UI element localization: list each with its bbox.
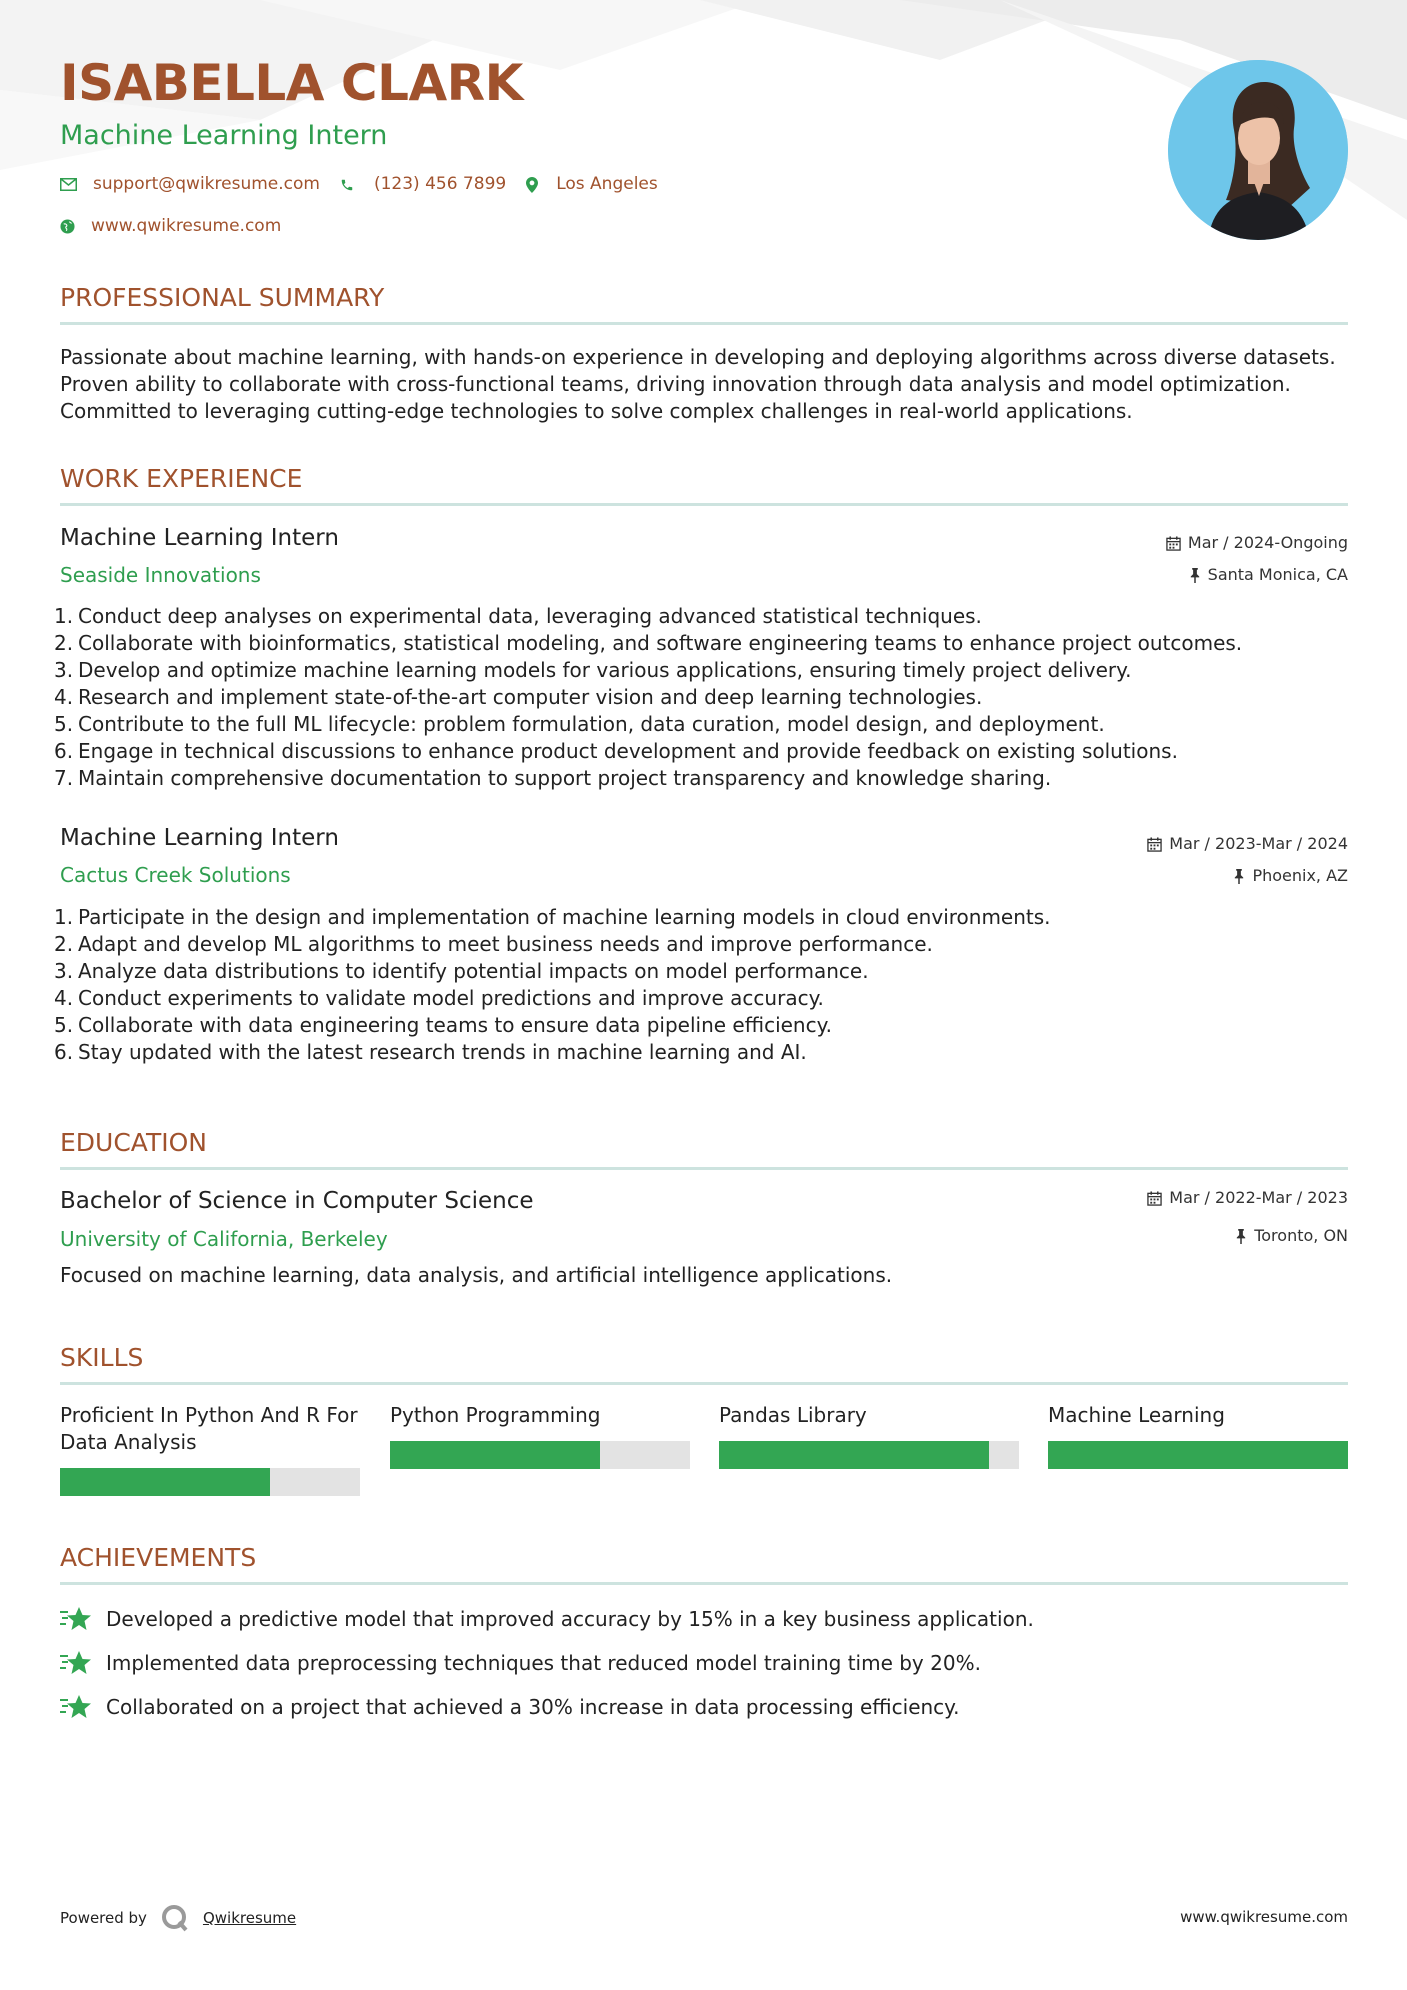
list-item-text: Research and implement state-of-the-art computer vision and deep learning technologies. <box>78 685 983 709</box>
list-item <box>54 684 1348 711</box>
job-dates <box>1166 535 1348 551</box>
education-degree: Bachelor of Science in Computer Science <box>60 1188 534 1214</box>
list-item <box>54 765 1348 792</box>
skill-bar-fill <box>390 1441 600 1469</box>
section-divider <box>60 503 1348 506</box>
job-dates-text: Mar / 2023-Mar / 2024 <box>1169 834 1348 853</box>
summary-section-header <box>60 285 1348 325</box>
list-item-number: 4. <box>54 986 74 1010</box>
section-divider <box>60 1582 1348 1585</box>
list-item <box>54 1012 1348 1039</box>
profile-photo <box>1168 60 1348 240</box>
list-item-text: Adapt and develop ML algorithms to meet business needs and improve performance. <box>78 932 933 956</box>
list-item-text: Develop and optimize machine learning models for various applications, ensuring timely project delivery. <box>78 658 1132 682</box>
candidate-title: Machine Learning Intern <box>60 120 388 151</box>
list-item-number: 2. <box>54 631 74 655</box>
achievement-item <box>60 1650 981 1676</box>
education-dates <box>1147 1190 1348 1206</box>
list-item-text: Analyze data distributions to identify potential impacts on model performance. <box>78 959 869 983</box>
job-location-text: Santa Monica, CA <box>1207 565 1348 584</box>
skill-bar-fill <box>60 1468 270 1496</box>
section-divider <box>60 1382 1348 1385</box>
achievement-item <box>60 1694 960 1720</box>
list-item-number: 1. <box>54 905 74 929</box>
job-location <box>1189 567 1348 583</box>
footer-website[interactable]: www.qwikresume.com <box>1180 1908 1348 1926</box>
skill-item <box>719 1402 1019 1429</box>
job-company: Cactus Creek Solutions <box>60 863 291 887</box>
pushpin-icon <box>1189 568 1201 583</box>
list-item-text: Maintain comprehensive documentation to support project transparency and knowledge sharing. <box>78 766 1052 790</box>
job-duties-list <box>54 904 1348 1066</box>
list-item <box>54 603 1348 630</box>
list-item-number: 6. <box>54 1040 74 1064</box>
list-item-number: 4. <box>54 685 74 709</box>
summary-heading: PROFESSIONAL SUMMARY <box>60 283 385 312</box>
list-item <box>54 904 1348 931</box>
list-item <box>54 711 1348 738</box>
powered-by-text: Powered by <box>60 1909 147 1927</box>
list-item <box>54 985 1348 1012</box>
pushpin-icon <box>1235 1229 1247 1244</box>
list-item-number: 5. <box>54 1013 74 1037</box>
portrait-image <box>1168 60 1348 240</box>
contact-phone[interactable] <box>340 176 506 193</box>
education-school: University of California, Berkeley <box>60 1227 388 1251</box>
footer-powered-by <box>60 1904 296 1932</box>
list-item-text: Collaborate with data engineering teams to ensure data pipeline efficiency. <box>78 1013 832 1037</box>
achievement-text: Collaborated on a project that achieved a 30% increase in data processing efficiency. <box>106 1695 960 1719</box>
experience-section-header <box>60 466 1348 506</box>
skill-item <box>60 1402 360 1456</box>
job-location-text: Phoenix, AZ <box>1252 866 1348 885</box>
skills-heading: SKILLS <box>60 1343 144 1372</box>
contact-website[interactable] <box>60 218 281 235</box>
list-item-number: 1. <box>54 604 74 628</box>
list-item <box>54 657 1348 684</box>
job-title: Machine Learning Intern <box>60 525 339 551</box>
qwikresume-link[interactable]: Qwikresume <box>202 1909 297 1927</box>
qwikresume-logo-icon <box>161 1904 189 1932</box>
skill-bar-fill <box>1048 1441 1348 1469</box>
star-badge-icon <box>60 1694 92 1720</box>
education-section-header <box>60 1130 1348 1170</box>
skill-bar <box>60 1468 360 1496</box>
achievement-text: Implemented data preprocessing techniques that reduced model training time by 20%. <box>106 1651 981 1675</box>
location-text: Los Angeles <box>556 174 658 194</box>
phone-icon <box>340 178 354 192</box>
calendar-icon <box>1147 837 1162 852</box>
contact-location <box>526 176 658 193</box>
list-item-text: Collaborate with bioinformatics, statistical modeling, and software engineering teams to enhance project outcomes. <box>78 631 1243 655</box>
achievement-item <box>60 1606 1034 1632</box>
skill-item <box>1048 1402 1348 1429</box>
list-item <box>54 931 1348 958</box>
phone-text: (123) 456 7899 <box>373 174 507 194</box>
section-divider <box>60 1167 1348 1170</box>
list-item-number: 3. <box>54 959 74 983</box>
list-item-number: 3. <box>54 658 74 682</box>
job-dates <box>1147 836 1348 852</box>
achievement-text: Developed a predictive model that improved accuracy by 15% in a key business application. <box>106 1607 1034 1631</box>
envelope-icon <box>60 178 77 191</box>
job-title: Machine Learning Intern <box>60 825 339 851</box>
list-item-number: 5. <box>54 712 74 736</box>
section-divider <box>60 322 1348 325</box>
globe-icon <box>60 219 75 234</box>
skill-item <box>390 1402 690 1429</box>
contact-email[interactable] <box>60 176 320 193</box>
skill-label: Machine Learning <box>1048 1403 1225 1427</box>
summary-text: Passionate about machine learning, with hands-on experience in developing and deploying algorithms across diverse datasets. Proven ability to collaborate with cross-functional teams, driving innovation through data analysis and model optimization. Committed to leveraging cutting-edge technologies to solve complex challenges in real-world applications. <box>60 345 1336 423</box>
candidate-name: ISABELLA CLARK <box>60 54 523 112</box>
experience-heading: WORK EXPERIENCE <box>60 464 303 493</box>
skill-bar <box>1048 1441 1348 1469</box>
pushpin-icon <box>1233 869 1245 884</box>
map-pin-icon <box>526 177 538 193</box>
star-badge-icon <box>60 1650 92 1676</box>
education-location-text: Toronto, ON <box>1254 1226 1348 1245</box>
skill-bar <box>390 1441 690 1469</box>
education-description: Focused on machine learning, data analysis, and artificial intelligence applications. <box>60 1263 893 1287</box>
list-item-number: 2. <box>54 932 74 956</box>
list-item <box>54 1039 1348 1066</box>
skill-bar-fill <box>719 1441 989 1469</box>
skill-bar <box>719 1441 1019 1469</box>
list-item <box>54 738 1348 765</box>
skill-label: Proficient In Python And R For Data Analysis <box>60 1403 358 1454</box>
list-item-text: Conduct deep analyses on experimental data, leveraging advanced statistical techniques. <box>78 604 982 628</box>
job-location <box>1233 868 1348 884</box>
list-item-number: 6. <box>54 739 74 763</box>
list-item <box>54 630 1348 657</box>
website-text: www.qwikresume.com <box>91 216 282 236</box>
calendar-icon <box>1147 1191 1162 1206</box>
skill-label: Pandas Library <box>719 1403 867 1427</box>
contact-row <box>60 176 678 193</box>
star-badge-icon <box>60 1606 92 1632</box>
list-item-text: Participate in the design and implementation of machine learning models in cloud environments. <box>78 905 1051 929</box>
list-item-text: Engage in technical discussions to enhance product development and provide feedback on existing solutions. <box>78 739 1178 763</box>
list-item <box>54 958 1348 985</box>
job-duties-list <box>54 603 1348 792</box>
job-dates-text: Mar / 2024-Ongoing <box>1187 533 1348 552</box>
job-company: Seaside Innovations <box>60 563 261 587</box>
skills-section-header <box>60 1345 1348 1385</box>
achievements-section-header <box>60 1545 1348 1585</box>
list-item-text: Stay updated with the latest research trends in machine learning and AI. <box>78 1040 807 1064</box>
education-heading: EDUCATION <box>60 1128 207 1157</box>
education-dates-text: Mar / 2022-Mar / 2023 <box>1169 1188 1348 1207</box>
achievements-heading: ACHIEVEMENTS <box>60 1543 257 1572</box>
list-item-number: 7. <box>54 766 74 790</box>
list-item-text: Conduct experiments to validate model predictions and improve accuracy. <box>78 986 824 1010</box>
list-item-text: Contribute to the full ML lifecycle: problem formulation, data curation, model design, and deployment. <box>78 712 1105 736</box>
education-location <box>1235 1228 1348 1244</box>
email-text: support@qwikresume.com <box>93 174 320 194</box>
skill-label: Python Programming <box>390 1403 601 1427</box>
calendar-icon <box>1166 536 1181 551</box>
